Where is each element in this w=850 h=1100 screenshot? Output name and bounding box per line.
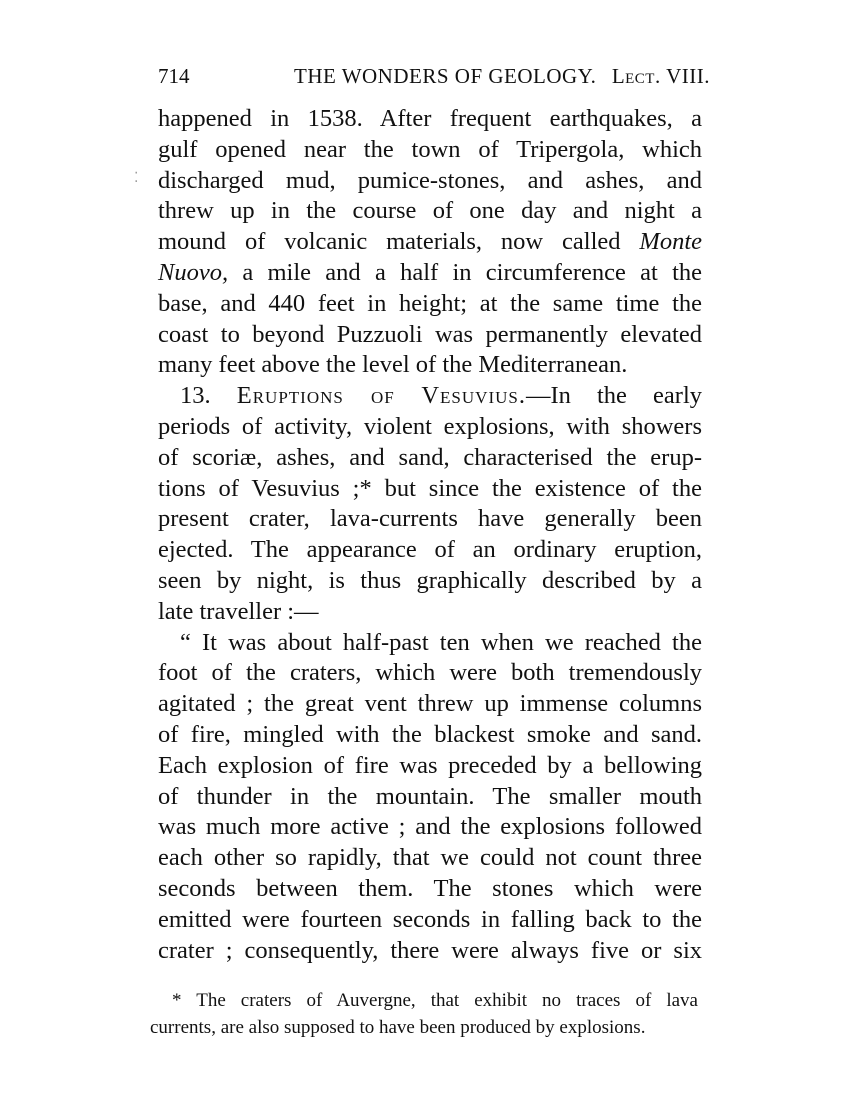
italic-term: Nuovo, [158, 258, 229, 286]
text-line: late traveller :— [158, 597, 319, 625]
text-line: ejected. The appearance of an ordinary eruption, [158, 536, 702, 564]
quote-line: of thunder in the mountain. The smaller mouth [158, 782, 702, 810]
quote-line: was much more active ; and the explosions followed [158, 813, 702, 841]
text-line [158, 258, 702, 289]
section-heading-line [158, 381, 702, 412]
text-line [158, 227, 702, 258]
running-title: THE WONDERS OF GEOLOGY. [294, 64, 597, 88]
text-line: tions of Vesuvius ;* but since the existence of the [158, 474, 702, 502]
text-line: gulf opened near the town of Tripergola, which [158, 135, 702, 163]
margin-speck: ⁚ [134, 171, 139, 186]
text-line: base, and 440 feet in height; at the same time the [158, 289, 702, 317]
footnote-line: * The craters of Auvergne, that exhibit no traces of lava [172, 990, 698, 1011]
quote-line: “ It was about half-past ten when we reached the [180, 628, 702, 656]
running-header [158, 64, 710, 92]
section-heading: Eruptions of Vesuvius. [236, 382, 526, 410]
text-line: present crater, lava-currents have generally been [158, 505, 702, 533]
footnote-line: currents, are also supposed to have been produced by explosions. [150, 1017, 646, 1038]
quote-line: crater ; consequently, there were always five or six [158, 936, 702, 964]
text-line: discharged mud, pumice-stones, and ashes, and [158, 166, 702, 194]
quote-line: Each explosion of fire was preceded by a bellowing [158, 751, 702, 779]
text-span: mound of volcanic materials, now called [158, 228, 621, 256]
lecture-number: Lect. VIII. [611, 64, 710, 88]
footnote [150, 987, 698, 1041]
text-span: a mile and a half in circumference at the [242, 258, 702, 286]
text-line: coast to beyond Puzzuoli was permanently elevated [158, 320, 702, 348]
body-text [158, 104, 702, 966]
quote-line: foot of the craters, which were both tremendously [158, 659, 702, 687]
quote-line: each other so rapidly, that we could not count three [158, 844, 702, 872]
quote-line: of fire, mingled with the blackest smoke and sand. [158, 720, 702, 748]
text-span: —In the early [525, 382, 703, 410]
text-line: of scoriæ, ashes, and sand, characterised the erup- [158, 443, 702, 471]
quote-line: seconds between them. The stones which were [158, 874, 702, 902]
quote-line: emitted were fourteen seconds in falling back to the [158, 905, 702, 933]
text-line: threw up in the course of one day and night a [158, 197, 702, 225]
page-number: 714 [158, 64, 190, 88]
text-line: many feet above the level of the Mediterranean. [158, 351, 628, 379]
quote-line: agitated ; the great vent threw up immense columns [158, 690, 702, 718]
text-line: seen by night, is thus graphically described by a [158, 566, 702, 594]
text-line: happened in 1538. After frequent earthquakes, a [158, 105, 702, 132]
section-number: 13. [180, 382, 211, 410]
italic-term: Monte [639, 228, 702, 256]
text-line: periods of activity, violent explosions, with showers [158, 412, 702, 440]
